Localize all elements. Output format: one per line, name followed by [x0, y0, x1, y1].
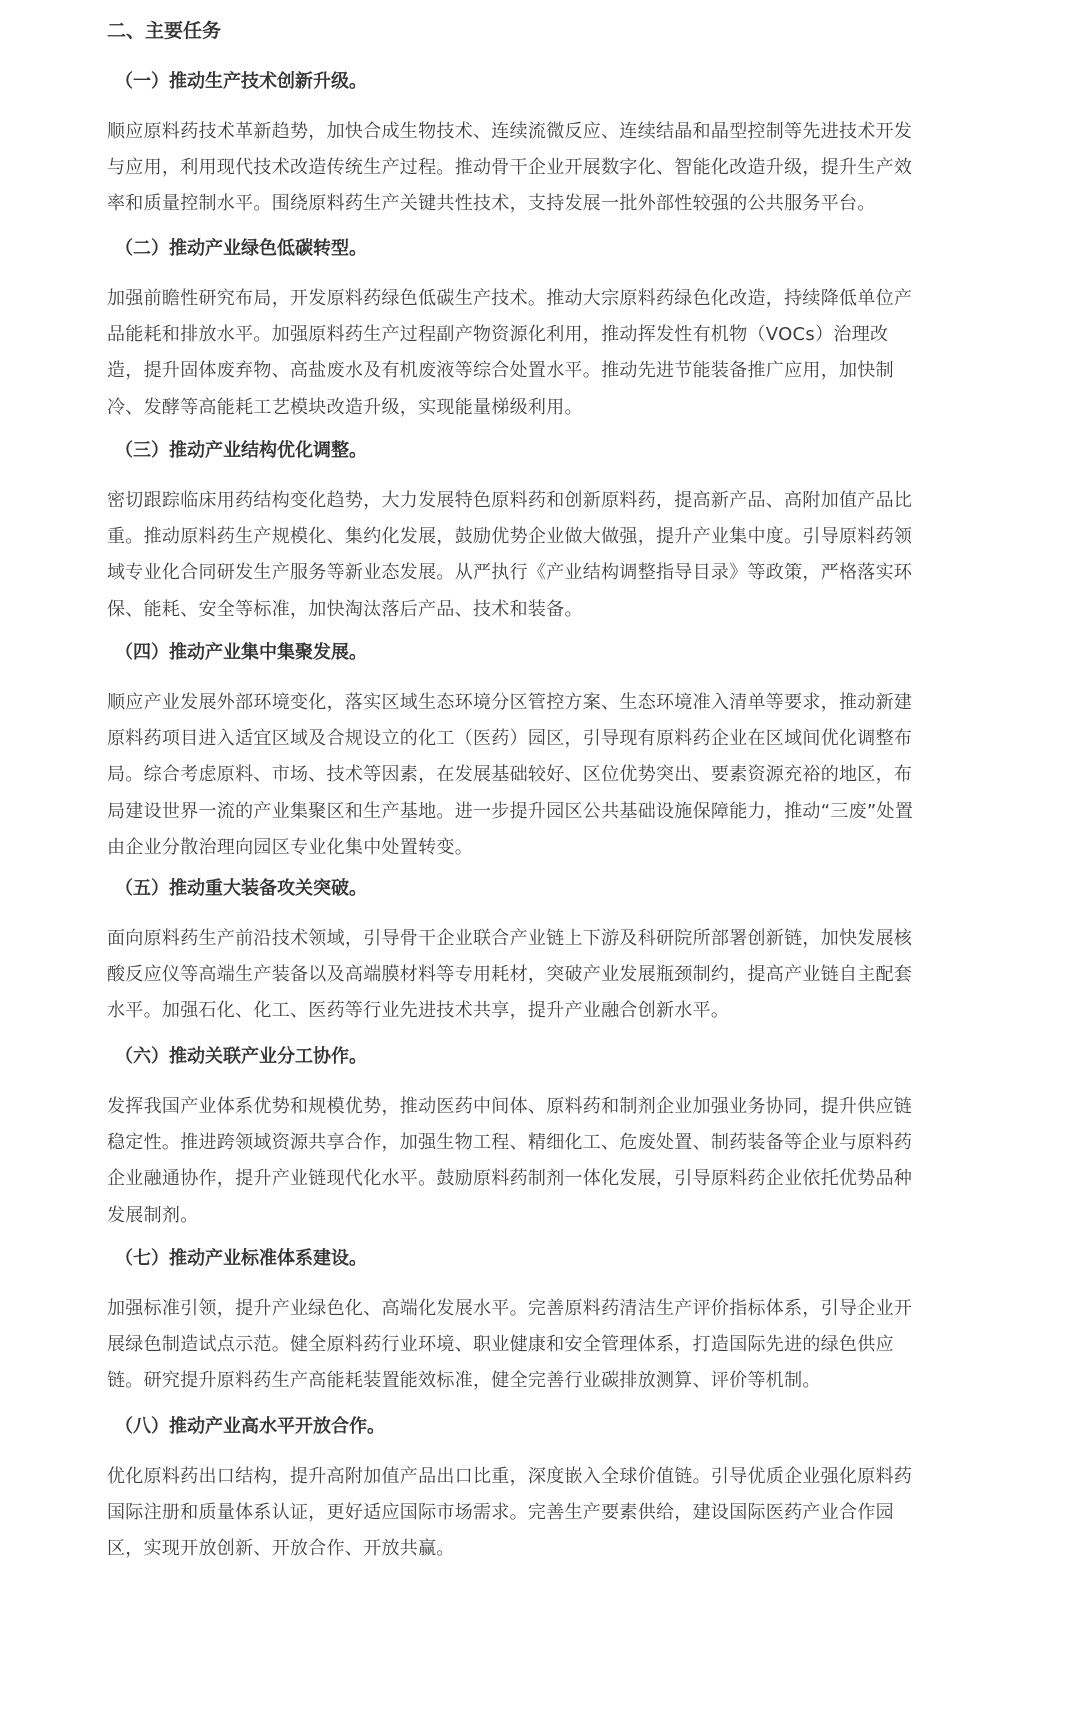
paragraph-line: 保、能耗、安全等标准，加快淘汰落后产品、技术和装备。: [107, 598, 583, 620]
paragraph-line: 顺应产业发展外部环境变化，落实区域生态环境分区管控方案、生态环境准入清单等要求，推动新建: [107, 692, 913, 713]
section-heading-4: （四）推动产业集中集聚发展。: [115, 642, 367, 663]
paragraph-line: 酸反应仪等高端生产装备以及高端膜材料等专用耗材，突破产业发展瓶颈制约，提高产业链自主配套: [107, 964, 913, 986]
paragraph-line: 企业融通协作，提升产业链现代化水平。鼓励原料药制剂一体化发展，引导原料药企业依托优势品种: [107, 1168, 913, 1190]
section-paragraph-5: [107, 921, 969, 1030]
paragraph-line: 区，实现开放创新、开放合作、开放共赢。: [107, 1538, 455, 1560]
paragraph-line: 域专业化合同研发生产服务等新业态发展。从严执行《产业结构调整指导目录》等政策，严格落实环: [107, 562, 913, 584]
paragraph-line: 造，提升固体废弃物、高盐废水及有机废液等综合处置水平。推动先进节能装备推广应用，加快制: [107, 360, 894, 382]
section-paragraph-2: [107, 281, 969, 426]
section-paragraph-4: [107, 685, 969, 866]
paragraph-line: 优化原料药出口结构，提升高附加值产品出口比重，深度嵌入全球价值链。引导优质企业强化原料药: [107, 1466, 913, 1487]
section-heading-3: （三）推动产业结构优化调整。: [115, 440, 367, 461]
section-heading-5: （五）推动重大装备攻关突破。: [115, 878, 367, 899]
section-paragraph-7: [107, 1291, 969, 1400]
section-paragraph-6: [107, 1089, 969, 1234]
paragraph-line: 发挥我国产业体系优势和规模优势，推动医药中间体、原料药和制剂企业加强业务协同，提升供应链: [107, 1096, 913, 1117]
section-heading-2: （二）推动产业绿色低碳转型。: [115, 238, 367, 259]
paragraph-line: 面向原料药生产前沿技术领域，引导骨干企业联合产业链上下游及科研院所部署创新链，加快发展核: [107, 928, 913, 949]
paragraph-line: 原料药项目进入适宜区域及合规设立的化工（医药）园区，引导现有原料药企业在区域间优化调整布: [107, 728, 913, 750]
paragraph-line: 与应用，利用现代技术改造传统生产过程。推动骨干企业开展数字化、智能化改造升级，提升生产效: [107, 157, 913, 179]
paragraph-line: 由企业分散治理向园区专业化集中处置转变。: [107, 836, 473, 858]
paragraph-line: 重。推动原料药生产规模化、集约化发展，鼓励优势企业做大做强，提升产业集中度。引导原料药领: [107, 526, 913, 548]
paragraph-line: 国际注册和质量体系认证，更好适应国际市场需求。完善生产要素供给，建设国际医药产业合作园: [107, 1502, 894, 1524]
section-paragraph-8: [107, 1459, 969, 1568]
paragraph-line: 水平。加强石化、化工、医药等行业先进技术共享，提升产业融合创新水平。: [107, 1000, 730, 1022]
section-heading-6: （六）推动关联产业分工协作。: [115, 1046, 367, 1067]
section-heading-1: （一）推动生产技术创新升级。: [115, 71, 367, 92]
paragraph-line: 局建设世界一流的产业集聚区和生产基地。进一步提升园区公共基础设施保障能力，推动“三废”处置: [107, 800, 914, 822]
paragraph-line: 加强标准引领，提升产业绿色化、高端化发展水平。完善原料药清洁生产评价指标体系，引导企业开: [107, 1298, 913, 1319]
paragraph-line: 展绿色制造试点示范。健全原料药行业环境、职业健康和安全管理体系，打造国际先进的绿色供应: [107, 1334, 894, 1356]
section-paragraph-3: [107, 483, 969, 628]
section-heading-7: （七）推动产业标准体系建设。: [115, 1248, 367, 1269]
paragraph-line: 密切跟踪临床用药结构变化趋势，大力发展特色原料药和创新原料药，提高新产品、高附加值产品比: [107, 490, 913, 511]
main-heading: 二、主要任务: [107, 20, 222, 42]
paragraph-line: 率和质量控制水平。围绕原料药生产关键共性技术，支持发展一批外部性较强的公共服务平台。: [107, 193, 876, 215]
section-heading-8: （八）推动产业高水平开放合作。: [115, 1416, 385, 1437]
paragraph-line: 发展制剂。: [107, 1204, 199, 1226]
paragraph-line: 局。综合考虑原料、市场、技术等因素，在发展基础较好、区位优势突出、要素资源充裕的地区，布: [107, 764, 913, 786]
paragraph-line: 稳定性。推进跨领域资源共享合作，加强生物工程、精细化工、危废处置、制药装备等企业与原料药: [107, 1132, 913, 1154]
paragraph-line: 加强前瞻性研究布局，开发原料药绿色低碳生产技术。推动大宗原料药绿色化改造，持续降低单位产: [107, 288, 913, 309]
paragraph-line: 链。研究提升原料药生产高能耗装置能效标准，健全完善行业碳排放测算、评价等机制。: [107, 1370, 821, 1392]
section-paragraph-1: [107, 114, 969, 223]
paragraph-line: 冷、发酵等高能耗工艺模块改造升级，实现能量梯级利用。: [107, 396, 583, 418]
paragraph-line: 顺应原料药技术革新趋势，加快合成生物技术、连续流微反应、连续结晶和晶型控制等先进技术开发: [107, 121, 913, 142]
paragraph-line: 品能耗和排放水平。加强原料药生产过程副产物资源化利用，推动挥发性有机物（VOCs）治理改: [107, 324, 889, 346]
